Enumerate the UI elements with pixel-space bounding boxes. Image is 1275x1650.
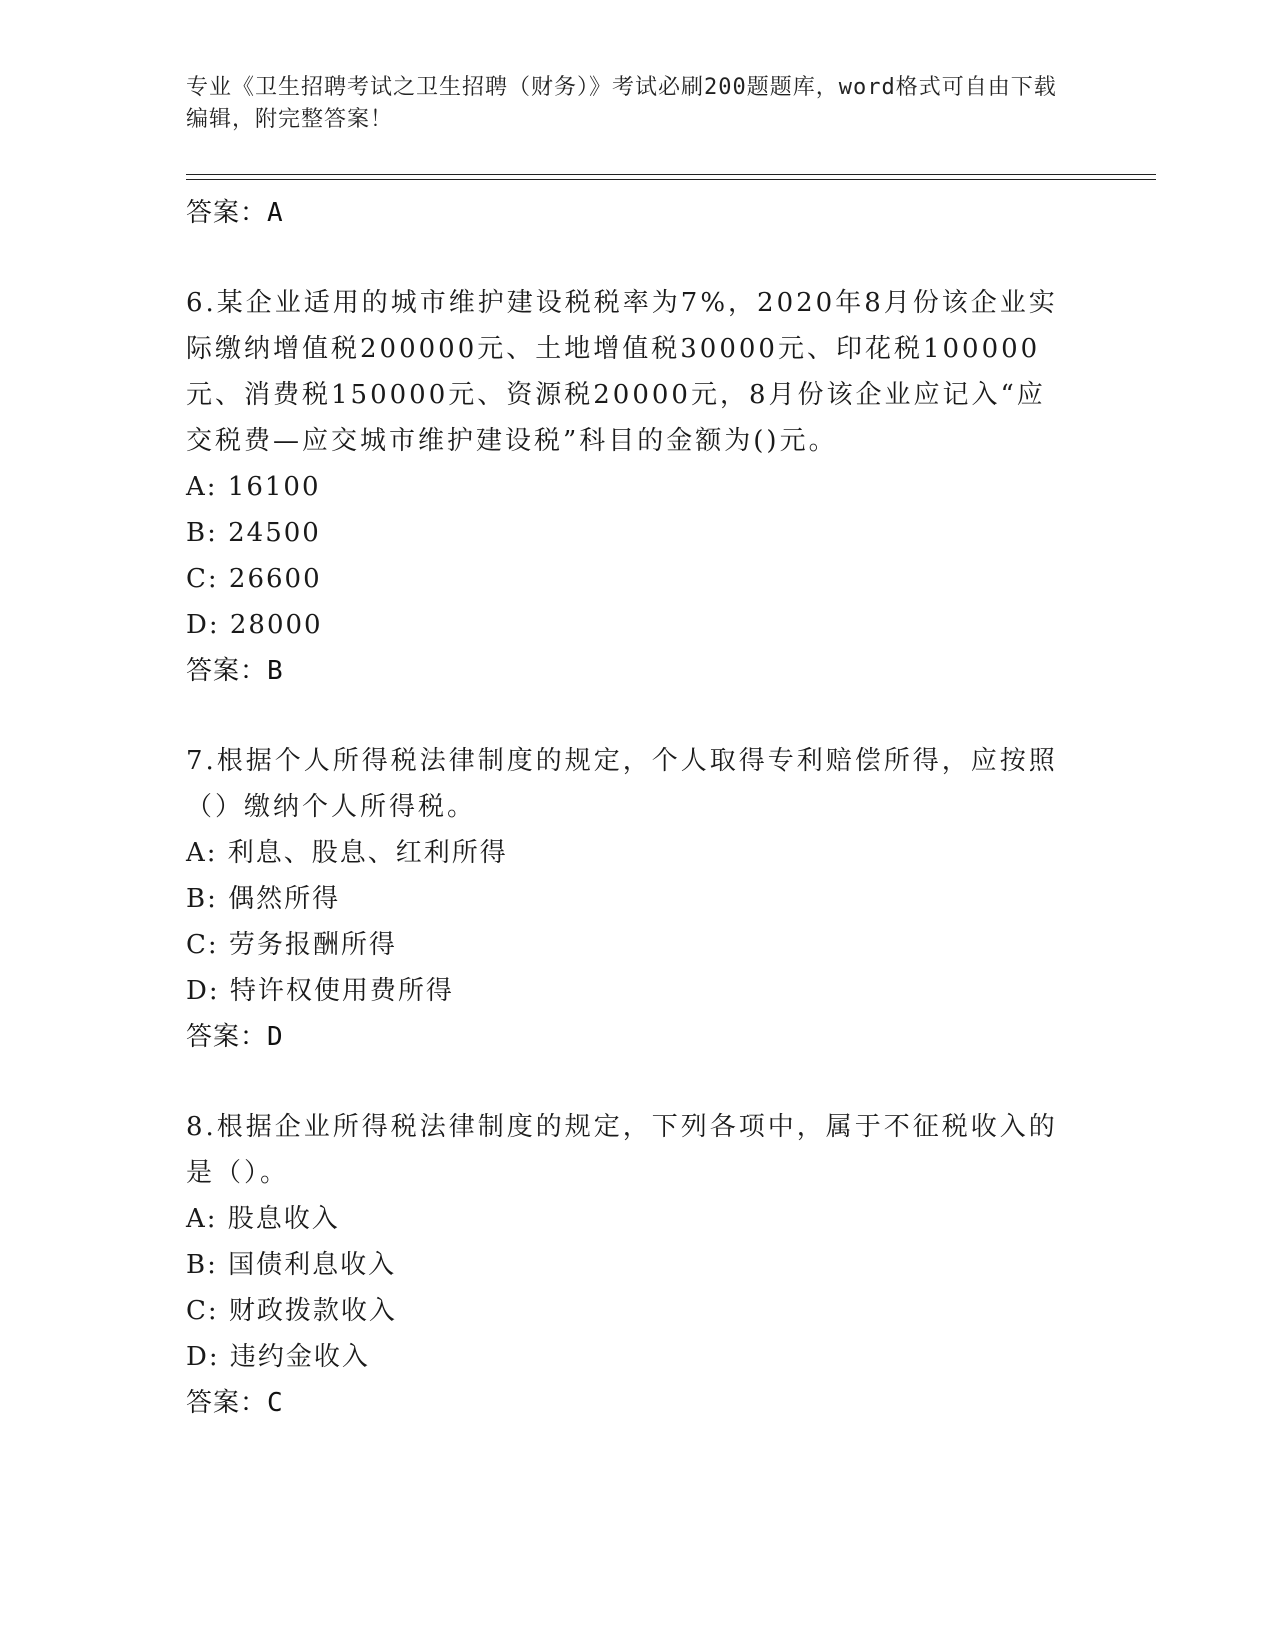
question-stem: 6.某企业适用的城市维护建设税税率为7%，2020年8月份该企业实际缴纳增值税200000元、土地增值税30000元、印花税100000元、消费税150000元、资源税20000元，8月份该企业应记入“应交税费—应交城市维护建设税”科目的金额为()元。 [186,288,1058,456]
question-stem: 7.根据个人所得税法律制度的规定，个人取得专利赔偿所得，应按照（）缴纳个人所得税。 [186,746,1058,822]
document-page [186,72,1156,1426]
option-a: A: 股息收入 [186,1204,340,1234]
question-block-8 [186,1104,1156,1426]
question-block-7 [186,738,1156,1060]
option-d: D: 违约金收入 [186,1342,370,1372]
option-a: A: 16100 [186,472,321,502]
option-b: B: 24500 [186,518,321,548]
page-header: 专业《卫生招聘考试之卫生招聘（财务）》考试必刷200题题库，word格式可自由下载编辑，附完整答案！ [186,75,1057,132]
option-a: A: 利息、股息、红利所得 [186,838,508,868]
answer-label: 答案：C [186,1388,284,1418]
option-b: B: 偶然所得 [186,884,341,914]
option-c: C: 财政拨款收入 [186,1296,397,1326]
question-stem: 8.根据企业所得税法律制度的规定，下列各项中，属于不征税收入的是（）。 [186,1112,1058,1188]
previous-answer: 答案：A [186,198,284,228]
option-c: C: 劳务报酬所得 [186,930,397,960]
question-block-6 [186,280,1156,694]
option-d: D: 28000 [186,610,323,640]
header-divider [186,174,1156,180]
option-b: B: 国债利息收入 [186,1250,397,1280]
answer-label: 答案：D [186,1022,284,1052]
option-d: D: 特许权使用费所得 [186,976,454,1006]
answer-label: 答案：B [186,656,284,686]
option-c: C: 26600 [186,564,322,594]
